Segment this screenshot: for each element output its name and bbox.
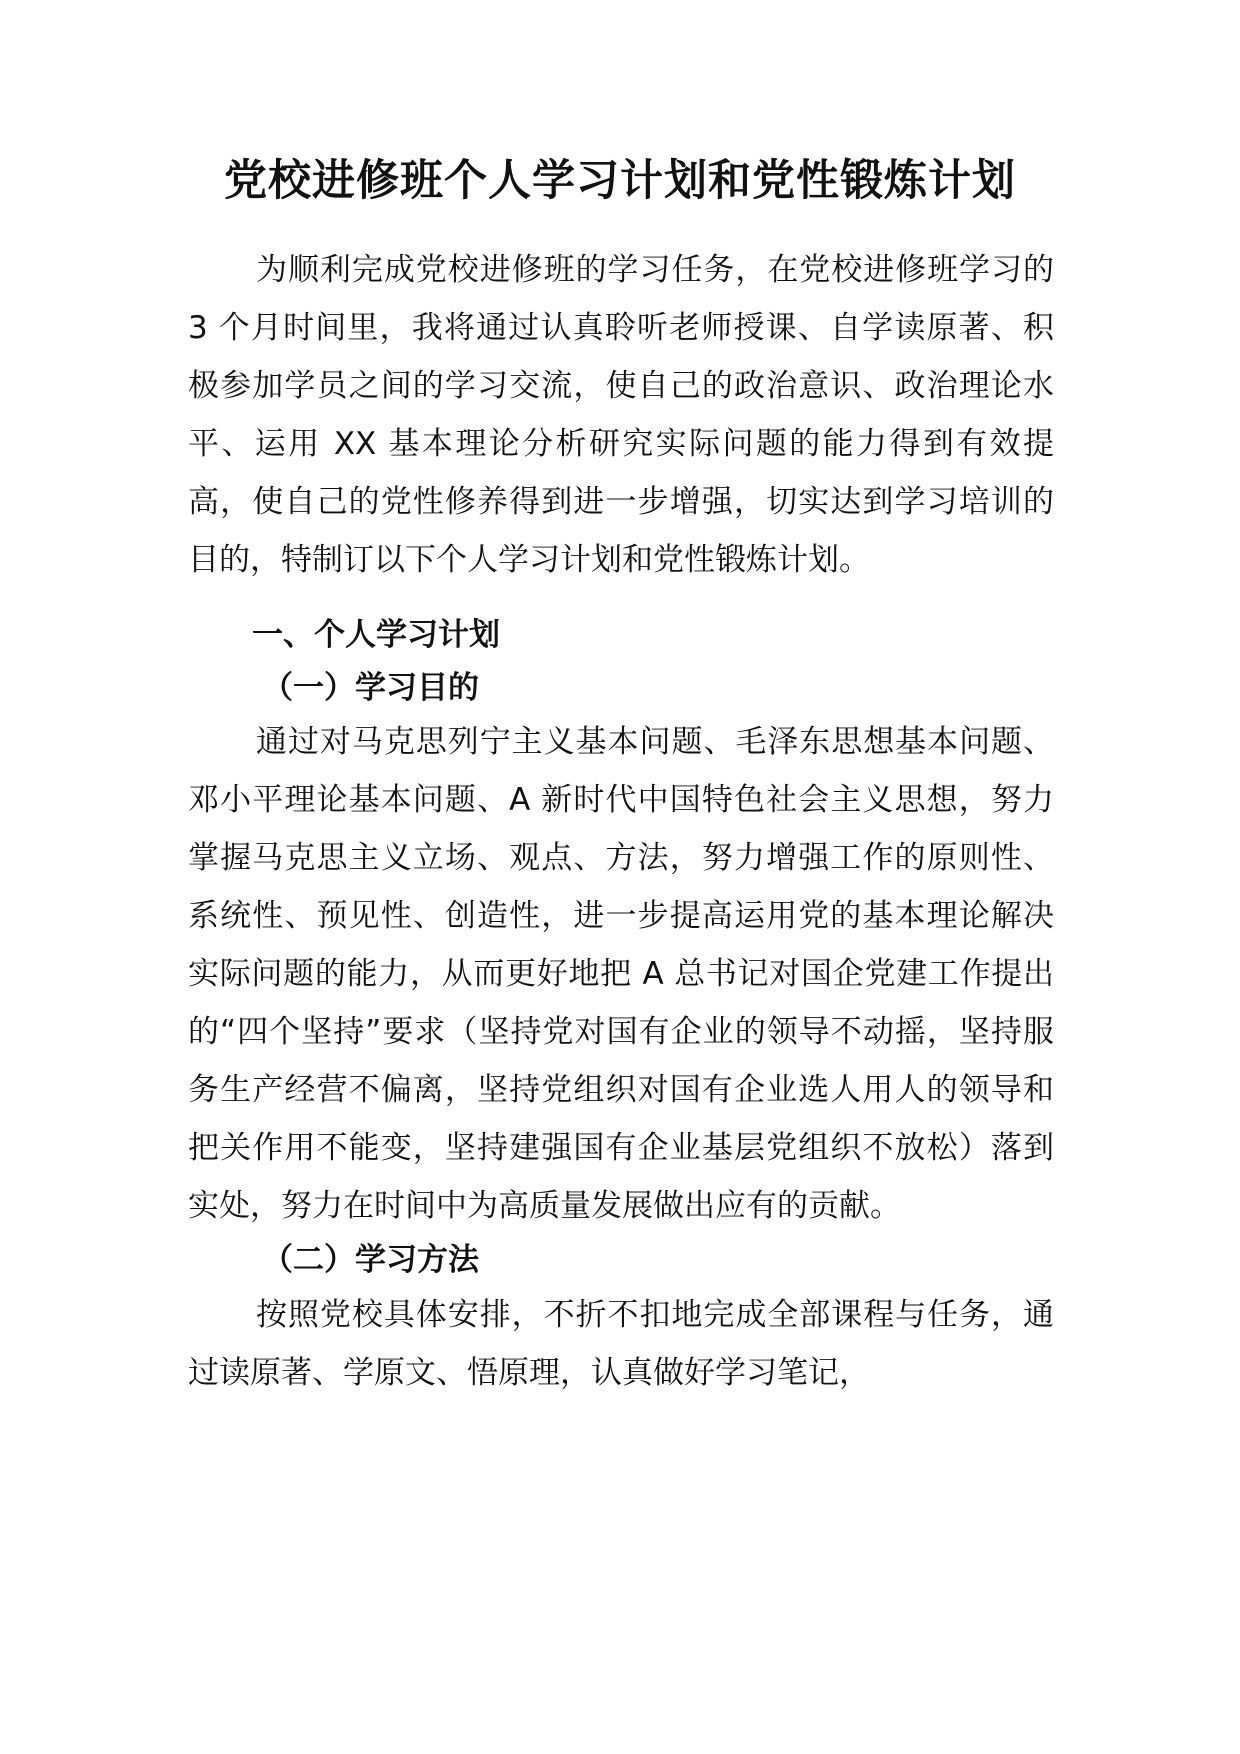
subsection-heading-study-method: （二）学习方法 <box>262 1242 479 1278</box>
section-heading-personal-study-plan: 一、个人学习计划 <box>252 617 500 653</box>
study-method-paragraph: 按照党校具体安排，不折不扣地完成全部课程与任务，通过读原著、学原文、悟原理，认真做好学习笔记， <box>188 1297 1054 1391</box>
subsection-heading-study-purpose: （一）学习目的 <box>262 670 479 706</box>
intro-paragraph: 为顺利完成党校进修班的学习任务，在党校进修班学习的 3 个月时间里，我将通过认真聆听老师授课、自学读原著、积极参加学员之间的学习交流，使自己的政治意识、政治理论水平、运用 XX 基本理论分析研究实际问题的能力得到有效提高，使自己的党性修养得到进一步增强，切实达到学习培训的目的，特制订以下个人学习计划和党性锻炼计划。 <box>188 252 1054 578</box>
study-purpose-paragraph: 通过对马克思列宁主义基本问题、毛泽东思想基本问题、邓小平理论基本问题、A 新时代中国特色社会主义思想，努力掌握马克思主义立场、观点、方法，努力增强工作的原则性、系统性、预见性、创造性，进一步提高运用党的基本理论解决实际问题的能力，从而更好地把 A 总书记对国企党建工作提出的“四个坚持”要求（坚持党对国有企业的领导不动摇，坚持服务生产经营不偏离，坚持党组织对国有企业选人用人的领导和把关作用不能变，坚持建强国有企业基层党组织不放松）落到实处，努力在时间中为高质量发展做出应有的贡献。 <box>188 724 1054 1224</box>
document-title: 党校进修班个人学习计划和党性锻炼计划 <box>224 156 1016 206</box>
